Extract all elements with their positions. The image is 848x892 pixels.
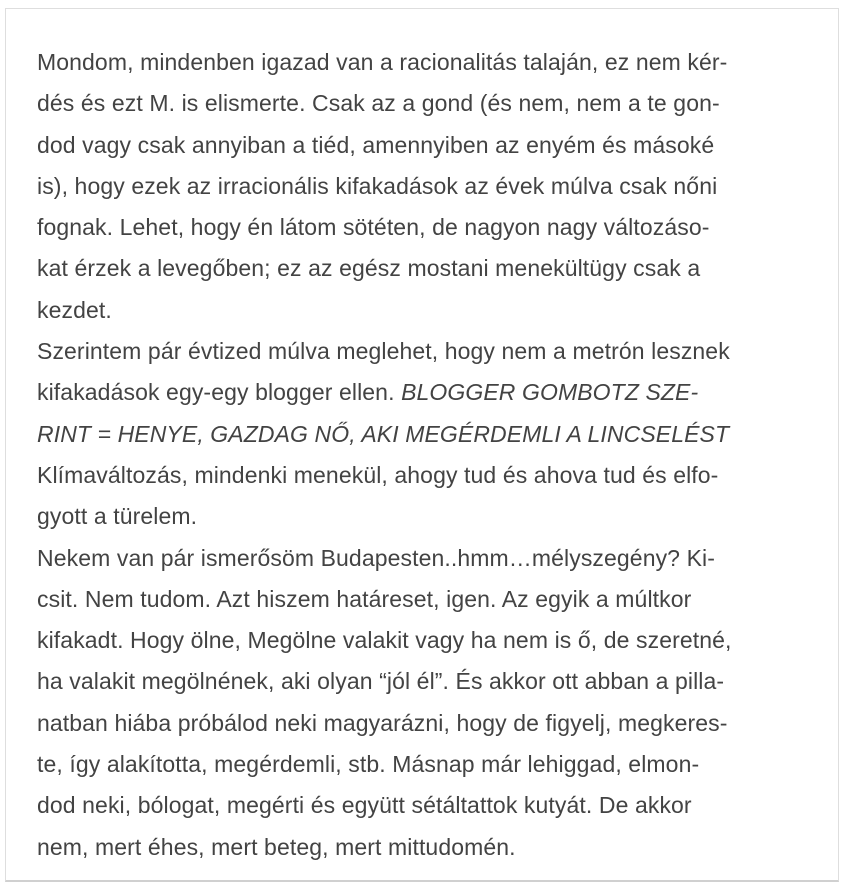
text-segment: kifakadt. Hogy ölne, Megölne valakit vagy ha nem is ő, de szeretné,	[37, 627, 732, 654]
text-line	[37, 744, 810, 785]
text-segment: dés és ezt M. is elismerte. Csak az a gond (és nem, nem a te gon-	[37, 90, 720, 117]
text-segment: csit. Nem tudom. Azt hiszem határeset, igen. Az egyik a múltkor	[37, 585, 692, 612]
text-segment: natban hiába próbálod neki magyarázni, hogy de figyelj, megkeres-	[37, 709, 728, 736]
text-line	[37, 331, 810, 372]
text-line	[37, 538, 810, 579]
text-line	[37, 207, 810, 248]
text-segment: kifakadások egy-egy blogger ellen.	[37, 379, 402, 406]
text-line	[37, 827, 810, 868]
text-line	[37, 703, 810, 744]
emphasized-text-segment: BLOGGER GOMBOTZ SZE-	[401, 379, 699, 406]
text-segment: gyott a türelem.	[37, 503, 198, 530]
text-segment: Klímaváltozás, mindenki menekül, ahogy tud és ahova tud és elfo-	[37, 461, 719, 488]
text-line	[37, 414, 810, 455]
text-segment: dod vagy csak annyiban a tiéd, amennyiben az enyém és másoké	[37, 131, 715, 158]
text-line	[37, 248, 810, 289]
text-segment: kat érzek a levegőben; ez az egész mostani menekültügy csak a	[37, 255, 701, 282]
emphasized-text-segment: RINT = HENYE, GAZDAG NŐ, AKI MEGÉRDEMLI A LINCSELÉST	[37, 420, 730, 447]
text-segment: te, így alakította, megérdemli, stb. Másnap már lehiggad, elmon-	[37, 751, 700, 778]
text-line	[37, 785, 810, 826]
text-line	[37, 125, 810, 166]
text-line	[37, 83, 810, 124]
text-line	[37, 579, 810, 620]
text-line	[37, 455, 810, 496]
text-line	[37, 496, 810, 537]
text-segment: is), hogy ezek az irracionális kifakadások az évek múlva csak nőni	[37, 172, 718, 199]
text-segment: dod neki, bólogat, megérti és együtt sétáltattok kutyát. De akkor	[37, 792, 692, 819]
text-line	[37, 372, 810, 413]
text-line	[37, 661, 810, 702]
text-line	[37, 42, 810, 83]
text-segment: kezdet.	[37, 296, 112, 323]
text-segment: ha valakit megölnének, aki olyan “jól él”. És akkor ott abban a pilla-	[37, 668, 725, 695]
comment-text-block	[6, 9, 838, 868]
comment-card	[5, 8, 839, 882]
text-segment: fognak. Lehet, hogy én látom sötéten, de nagyon nagy változáso-	[37, 214, 710, 241]
text-line	[37, 290, 810, 331]
text-line	[37, 166, 810, 207]
text-segment: Nekem van pár ismerősöm Budapesten..hmm…mélyszegény? Ki-	[37, 544, 715, 571]
text-segment: nem, mert éhes, mert beteg, mert mittudomén.	[37, 833, 516, 860]
text-segment: Mondom, mindenben igazad van a racionalitás talaján, ez nem kér-	[37, 49, 728, 75]
text-line	[37, 620, 810, 661]
text-segment: Szerintem pár évtized múlva meglehet, hogy nem a metrón lesznek	[37, 338, 730, 365]
